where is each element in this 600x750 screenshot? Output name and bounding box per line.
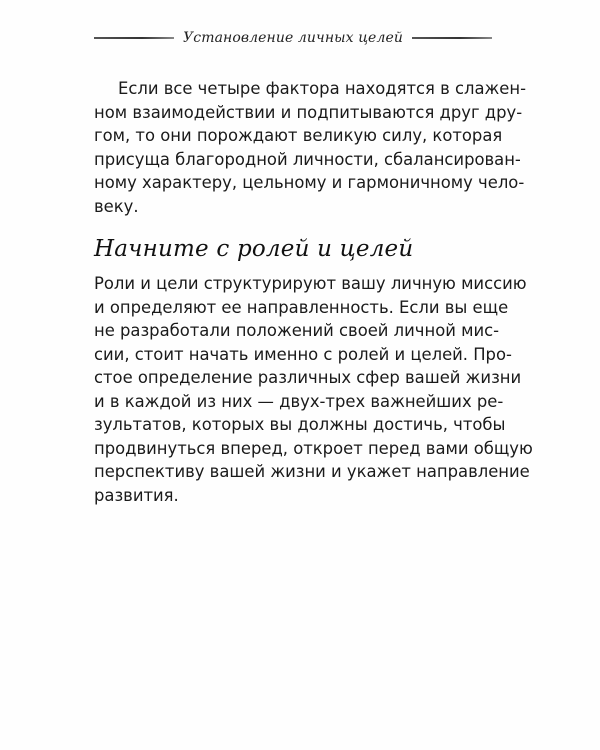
text-line: и определяют ее направленность. Если вы еще [94,297,509,317]
text-line: гом, то они порождают великую силу, которая [94,126,503,145]
text-line: ному характеру, цельному и гармоничному чело- [94,173,525,192]
text-line: сии, стоит начать именно с ролей и целей. Про- [94,344,512,364]
text-line: веку. [94,196,139,216]
text-line: ном взаимодействии и подпитываются друг дру- [94,102,523,122]
right-rule [412,37,492,39]
text-line: продвинуться вперед, откроет перед вами общую [94,438,533,458]
paragraph-2 [94,272,533,507]
left-rule [94,37,174,39]
text-line: и в каждой из них — двух-трех важнейших ре- [94,391,504,411]
paragraph-1 [94,77,527,218]
text-line: зультатов, которых вы должны достичь, чтобы [94,415,506,434]
text-line: Если все четыре фактора находятся в слажен- [118,79,527,98]
running-head [94,27,492,49]
section-heading: Начните с ролей и целей [94,236,414,262]
text-line: развития. [94,485,179,505]
text-line: перспективу вашей жизни и укажет направление [94,462,530,481]
running-head-title: Установление личных целей [183,30,403,46]
text-line: Роли и цели структурируют вашу личную миссию [94,274,527,293]
text-line: присуща благородной личности, сбалансирован- [94,149,521,169]
text-line: не разработали положений своей личной мис- [94,321,500,340]
text-line: стое определение различных сфер вашей жизни [94,368,522,387]
